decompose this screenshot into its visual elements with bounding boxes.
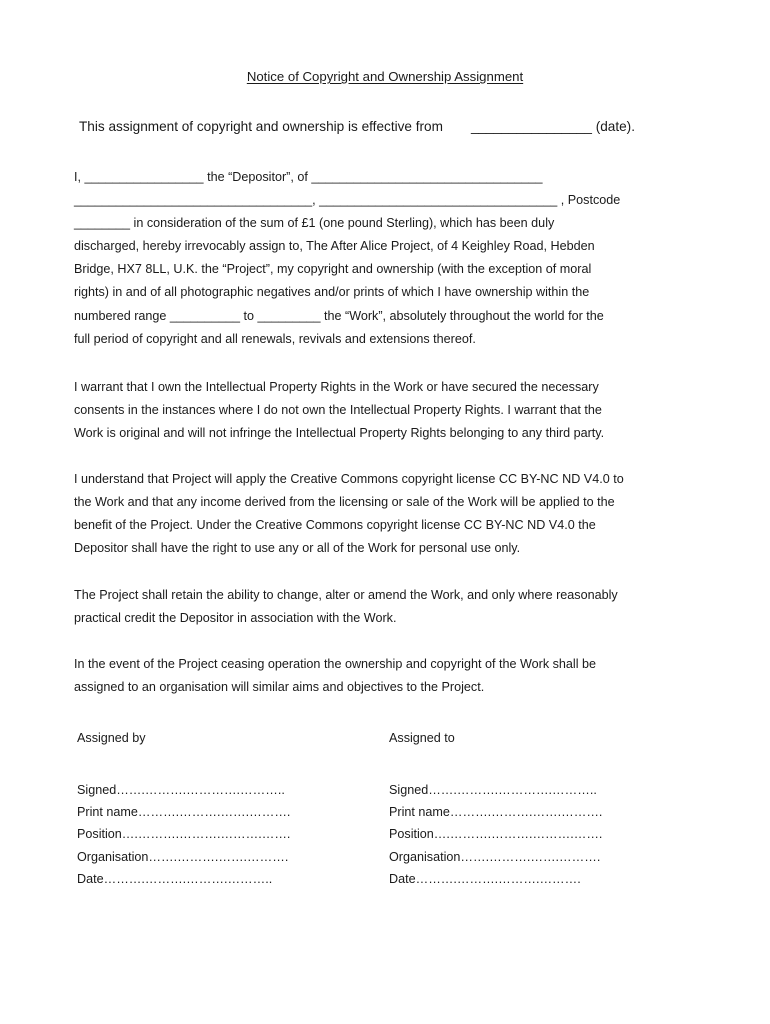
warrant-paragraph (74, 376, 704, 445)
paragraph-line: full period of copyright and all renewals, revivals and extensions thereof. (74, 331, 476, 346)
paragraph-line: benefit of the Project. Under the Creative Commons copyright license CC BY-NC ND V4.0 the (74, 518, 596, 533)
paragraph-line: discharged, hereby irrevocably assign to, The After Alice Project, of 4 Keighley Road, Hebden (74, 239, 595, 254)
paragraph-line: the Work and that any income derived from the licensing or sale of the Work will be applied to the (74, 495, 615, 510)
assigned-by-block (77, 727, 357, 907)
paragraph-line: practical credit the Depositor in association with the Work. (74, 611, 397, 626)
organisation-line: Organisation…….……….…….………. (77, 849, 289, 864)
change-paragraph (74, 584, 704, 630)
document-title: Notice of Copyright and Ownership Assignment (246, 69, 524, 84)
paragraph-line: Work is original and will not infringe the Intellectual Property Rights belonging to any third party. (74, 426, 605, 441)
paragraph-line: numbered range __________ to _________ the “Work”, absolutely throughout the world for the (74, 308, 604, 323)
position-line: Position….……….……….……….……. (77, 827, 291, 842)
paragraph-line: I warrant that I own the Intellectual Property Rights in the Work or have secured the necessary (74, 380, 599, 394)
signed-line: Signed…….……….………….……….. (389, 783, 597, 797)
effective-date-suffix: (date). (595, 119, 635, 134)
assigned-to-block (389, 727, 689, 907)
effective-date-line (79, 119, 635, 134)
paragraph-line: __________________________________, __________________________________ , Postcode (74, 193, 621, 208)
date-line: Date……….……….……….………. (389, 871, 581, 886)
effective-date-blank: ________________ (470, 119, 592, 134)
organisation-line: Organisation…….……….…….………. (389, 849, 601, 864)
assigned-to-heading: Assigned to (389, 731, 455, 745)
paragraph-line: Depositor shall have the right to use any or all of the Work for personal use only. (74, 541, 521, 556)
paragraph-line: ________ in consideration of the sum of £1 (one pound Sterling), which has been duly (74, 216, 555, 231)
license-paragraph (74, 468, 704, 560)
paragraph-line: I understand that Project will apply the Creative Commons copyright license CC BY-NC ND V4.0 to (74, 472, 624, 486)
paragraph-line: assigned to an organisation will similar aims and objectives to the Project. (74, 680, 485, 695)
print-name-line: Print name……….……….…….………. (389, 805, 603, 820)
position-line: Position….……….……….……….……. (389, 827, 603, 842)
signed-line: Signed…….……….………….……….. (77, 783, 285, 797)
paragraph-line: rights) in and of all photographic negatives and/or prints of which I have ownership within the (74, 285, 590, 300)
paragraph-line: I, _________________ the “Depositor”, of _________________________________ (74, 170, 543, 184)
depositor-paragraph (74, 166, 704, 351)
effective-date-text: This assignment of copyright and ownership is effective from (79, 119, 443, 134)
paragraph-line: In the event of the Project ceasing operation the ownership and copyright of the Work shall be (74, 657, 597, 671)
assigned-by-heading: Assigned by (77, 731, 146, 745)
cease-paragraph (74, 653, 704, 699)
date-line: Date……….……….……….……….. (77, 871, 273, 886)
paragraph-line: The Project shall retain the ability to change, alter or amend the Work, and only where reasonably (74, 588, 618, 602)
paragraph-line: Bridge, HX7 8LL, U.K. the “Project”, my copyright and ownership (with the exception of moral (74, 262, 592, 277)
print-name-line: Print name……….……….…….………. (77, 805, 291, 820)
paragraph-line: consents in the instances where I do not own the Intellectual Property Rights. I warrant that the (74, 403, 602, 418)
